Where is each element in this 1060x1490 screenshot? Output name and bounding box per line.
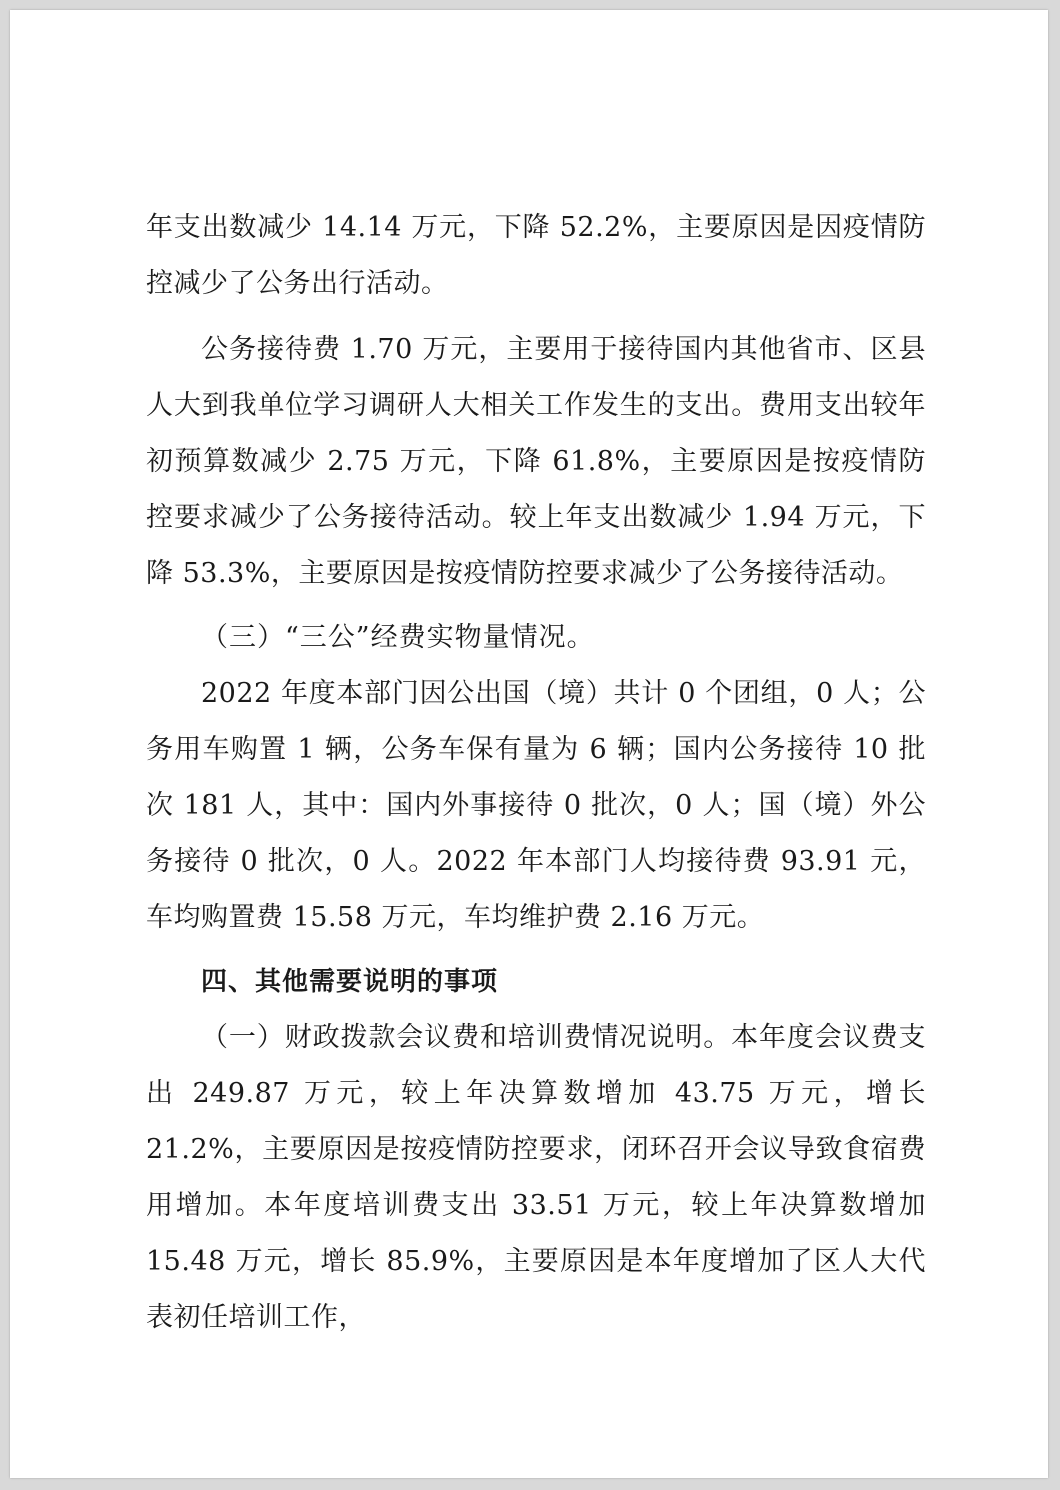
paragraph-vehicle-expense-continued: 年支出数减少 14.14 万元，下降 52.2%，主要原因是因疫情防控减少了公务出行活动。 — [146, 212, 926, 299]
paragraph-reception-expense: 公务接待费 1.70 万元，主要用于接待国内其他省市、区县人大到我单位学习调研人大相关工作发生的支出。费用支出较年初预算数减少 2.75 万元，下降 61.8%，主要原因是按疫情防控要求减少了公务接待活动。较上年支出数减少 1.94 万元，下降 53.3%，主要原因是按疫情防控要求减少了公务接待活动。 — [146, 334, 926, 589]
section-heading-three-public-items: （三）“三公”经费实物量情况。 — [201, 622, 595, 653]
paragraph-physical-quantity: 2022 年度本部门因公出国（境）共计 0 个团组，0 人；公务用车购置 1 辆，公务车保有量为 6 辆；国内公务接待 10 批次 181 人，其中：国内外事接待 0 批次，0 人；国（境）外公务接待 0 批次，0 人。2022 年本部门人均接待费 93.91 元，车均购置费 15.58 万元，车均维护费 2.16 万元。 — [146, 678, 926, 933]
document-body — [146, 200, 926, 1346]
section-heading-other-matters: 四、其他需要说明的事项 — [201, 967, 499, 997]
document-page — [10, 10, 1048, 1478]
paragraph-meeting-training-fees: （一）财政拨款会议费和培训费情况说明。本年度会议费支出 249.87 万元，较上年决算数增加 43.75 万元，增长 21.2%，主要原因是按疫情防控要求，闭环召开会议导致食宿费用增加。本年度培训费支出 33.51 万元，较上年决算数增加 15.48 万元，增长 85.9%，主要原因是本年度增加了区人大代表初任培训工作， — [146, 1022, 926, 1333]
